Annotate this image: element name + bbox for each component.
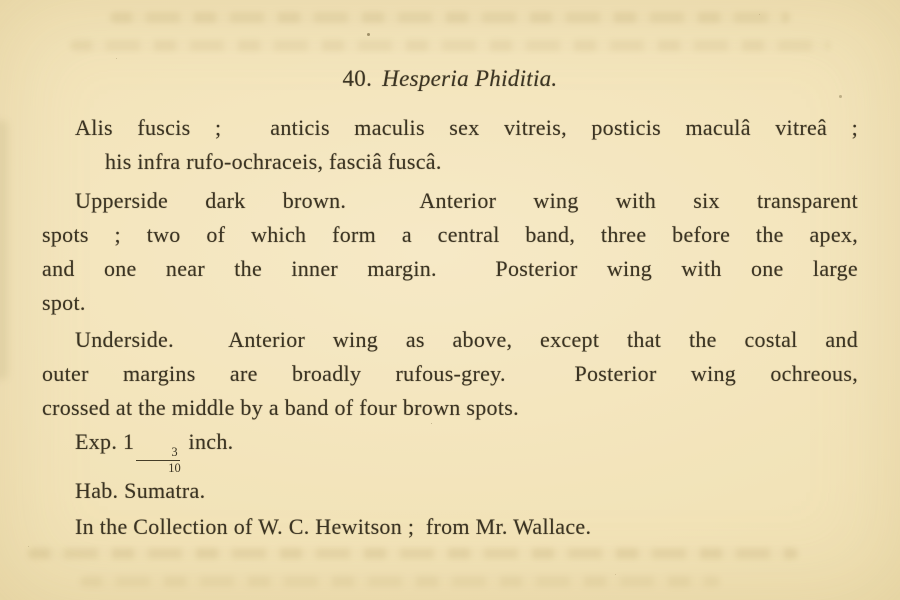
paper-specks <box>367 33 370 36</box>
paragraph-upperside <box>42 184 858 320</box>
body-line: and one near the inner margin. Posterior wing with one large <box>42 256 858 281</box>
species-number: 40. <box>342 66 373 91</box>
bleedthrough-bottom-line-1 <box>28 548 798 559</box>
species-heading <box>42 62 858 96</box>
expanse-suffix: inch. <box>182 429 234 454</box>
body-line: spots ; two of which form a central band, three before the apex, <box>42 222 858 247</box>
species-name: Hesperia Phiditia. <box>382 66 558 91</box>
collection-note <box>42 510 858 544</box>
bleedthrough-top-line-1 <box>110 12 790 23</box>
body-line: Upperside dark brown. Anterior wing with six transparent <box>75 188 858 213</box>
fraction <box>135 446 181 474</box>
latin-line: Alis fuscis ; anticis maculis sex vitreis, posticis maculâ vitreâ ; <box>75 115 858 140</box>
bleedthrough-top-line-2 <box>70 40 830 51</box>
latin-diagnosis <box>42 111 858 179</box>
fraction-denominator: 10 <box>168 460 181 475</box>
body-line: crossed at the middle by a band of four brown spots. <box>42 395 519 420</box>
facts <box>42 425 858 508</box>
habitat-line: Hab. Sumatra. <box>75 478 206 503</box>
paragraph-underside <box>42 323 858 425</box>
body-line: spot. <box>42 290 86 315</box>
fraction-numerator: 3 <box>136 446 179 461</box>
bleedthrough-bottom-line-2 <box>80 576 720 587</box>
bleedthrough-left-edge <box>0 120 8 380</box>
expanse-prefix: Exp. 1 <box>75 429 135 454</box>
body-line: outer margins are broadly rufous-grey. Posterior wing ochreous, <box>42 361 858 386</box>
text-block <box>42 62 858 544</box>
collection-line: In the Collection of W. C. Hewitson ; from Mr. Wallace. <box>75 514 592 539</box>
latin-line: his infra rufo-ochraceis, fasciâ fuscâ. <box>105 149 442 174</box>
body-line: Underside. Anterior wing as above, except that the costal and <box>75 327 858 352</box>
expanse-line <box>42 425 858 474</box>
